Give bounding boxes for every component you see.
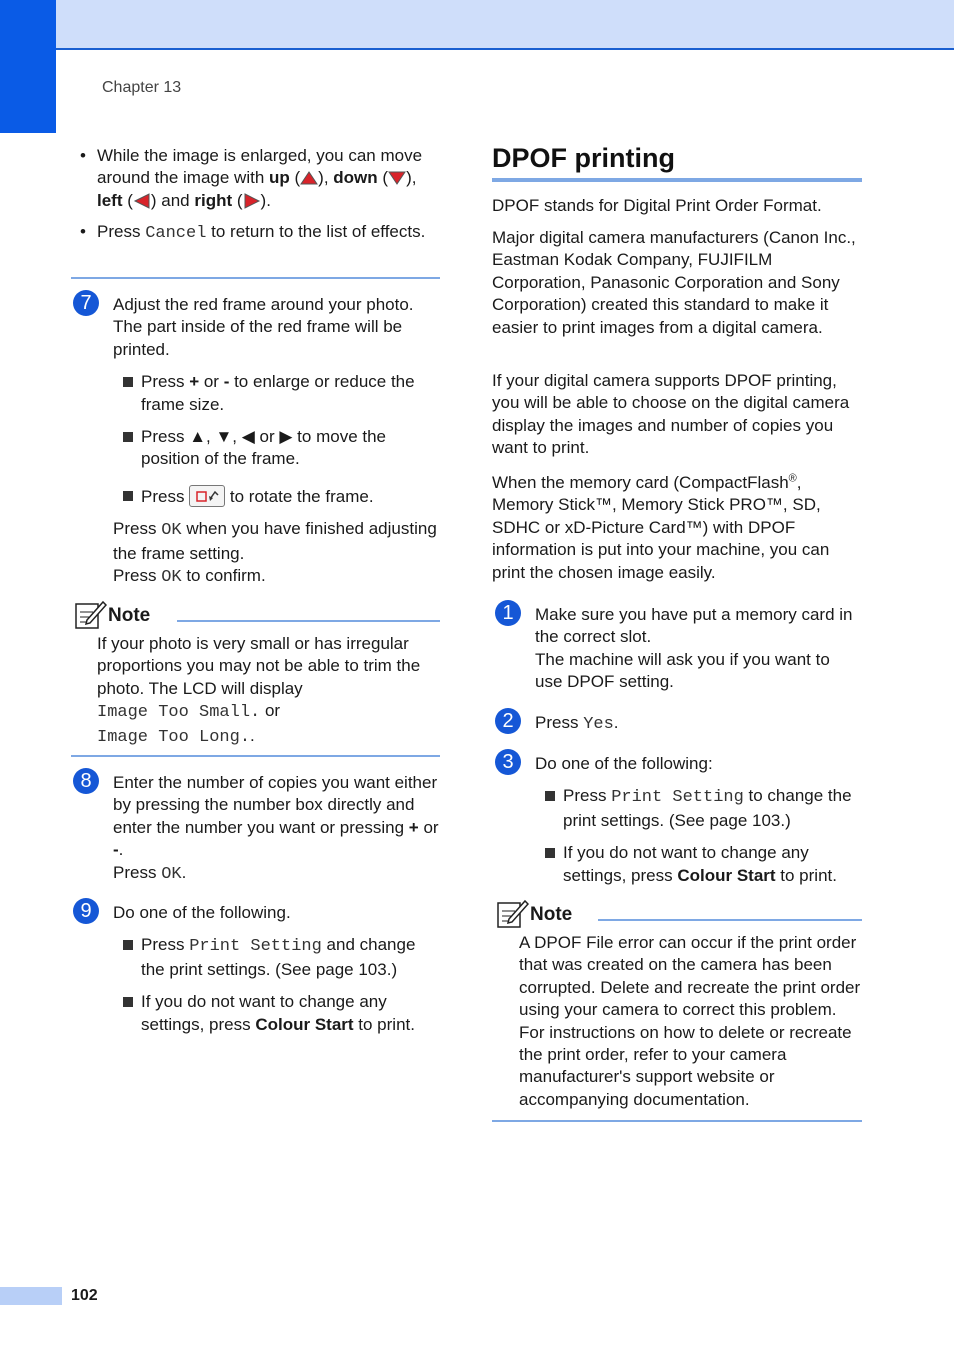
step-7 xyxy=(113,294,443,589)
note-end-rule xyxy=(492,1120,862,1122)
page-number: 102 xyxy=(71,1287,98,1304)
step-8 xyxy=(113,772,443,886)
note-rule xyxy=(177,620,440,622)
step-number-1: 1 xyxy=(495,600,521,626)
step-1: Make sure you have put a memory card in the correct slot. The machine will ask you if you want to use DPOF setting. xyxy=(535,605,853,692)
divider xyxy=(71,277,440,279)
step-3-sub-print-setting: Press Print Setting to change the print settings. (See page 103.) xyxy=(543,785,861,832)
step-7-confirm: Press OK to confirm. xyxy=(113,566,266,588)
footer-bar xyxy=(0,1287,62,1305)
step-8-text: Enter the number of copies you want either by pressing the number box directly and enter the number you want or pressing + or -. xyxy=(113,773,439,860)
step-2: Press Yes. xyxy=(535,713,619,734)
note-pencil-icon xyxy=(495,897,529,929)
up-arrow-icon xyxy=(300,170,318,186)
step-9 xyxy=(113,902,443,1036)
left-arrow-icon xyxy=(133,193,151,209)
step-3-sub-colour-start: If you do not want to change any settings, press Colour Start to print. xyxy=(543,842,861,887)
note-lcd-messages: Image Too Small. or xyxy=(97,701,281,723)
down-arrow-icon xyxy=(388,170,406,186)
step-number-8: 8 xyxy=(73,768,99,794)
chapter-label: Chapter 13 xyxy=(102,79,182,96)
step-7-sub-move: Press ▲, ▼, ◀ or ▶ to move the position of the frame. xyxy=(121,426,443,471)
note-title: Note xyxy=(108,605,151,626)
note-rule xyxy=(598,919,862,921)
step-9-text: Do one of the following. xyxy=(113,903,291,922)
header-band xyxy=(56,0,954,50)
rotate-button-icon xyxy=(189,485,225,507)
step-7-finish: Press OK when you have finished adjusting the frame setting. xyxy=(113,519,437,563)
step-number-3: 3 xyxy=(495,749,521,775)
step-8-press-ok: Press OK. xyxy=(113,862,187,884)
note-end-rule xyxy=(71,755,440,757)
step-7-sub-rotate: Press to rotate the frame. xyxy=(121,485,443,508)
para-memory-card: When the memory card (CompactFlash®, Memory Stick™, Memory Stick PRO™, SD, SDHC or xD-Picture Card™) with DPOF information is put into your machine, you can print the chosen image easily. xyxy=(492,472,830,582)
step-9-sub-colour-start: If you do not want to change any settings, press Colour Start to print. xyxy=(121,991,443,1036)
step-3: Do one of the following: Press Print Setting to change the print settings. (See page 103.) If you do not want to change any settings, press Colour Start to print. xyxy=(535,753,861,887)
heading-rule xyxy=(492,178,862,182)
step-number-7: 7 xyxy=(73,290,99,316)
step-number-2: 2 xyxy=(495,708,521,734)
para-manufacturers: Major digital camera manufacturers (Canon Inc., Eastman Kodak Company, FUJIFILM Corporation, Panasonic Corporation and Sony Corporation) created this standard to make it easier to print images from a digital camera. xyxy=(492,228,856,337)
right-arrow-icon xyxy=(243,193,261,209)
para-camera-support: If your digital camera supports DPOF printing, you will be able to choose on the digital camera display the images and number of copies you want to print. xyxy=(492,371,850,458)
step-number-9: 9 xyxy=(73,898,99,924)
chapter-tab xyxy=(0,0,56,133)
note-title: Note xyxy=(530,904,573,925)
step-7-sub-zoom: Press + or - to enlarge or reduce the frame size. xyxy=(121,371,443,416)
section-heading: DPOF printing xyxy=(492,143,675,173)
step-9-sub-print-setting: Press Print Setting and change the print settings. (See page 103.) xyxy=(121,934,443,981)
note-pencil-icon xyxy=(73,598,107,630)
direction-arrows: ▲, ▼, ◀ or ▶ xyxy=(189,427,293,447)
enlarge-bullets xyxy=(80,145,440,255)
bullet-cancel: • Press Cancel to return to the list of effects. xyxy=(80,221,440,245)
bullet-move-image: • While the image is enlarged, you can move around the image with up ( ), down ( ), left ( ) and right ( ). xyxy=(80,145,440,212)
note-body: A DPOF File error can occur if the print order that was created on the camera has been corrupted. Delete and recreate the print order using your camera to correct this problem. For instructions on how to delete or recreate the print order, refer to your camera manufacturer's support website or accompanying documentation. xyxy=(519,933,861,1109)
step-7-text: Adjust the red frame around your photo. The part inside of the red frame will be printed. xyxy=(113,295,414,359)
note-body: If your photo is very small or has irregular proportions you may not be able to trim the photo. The LCD will display Image Too Small. or Image Too Long.. xyxy=(97,633,442,749)
para-dpof-definition: DPOF stands for Digital Print Order Format. xyxy=(492,196,822,215)
